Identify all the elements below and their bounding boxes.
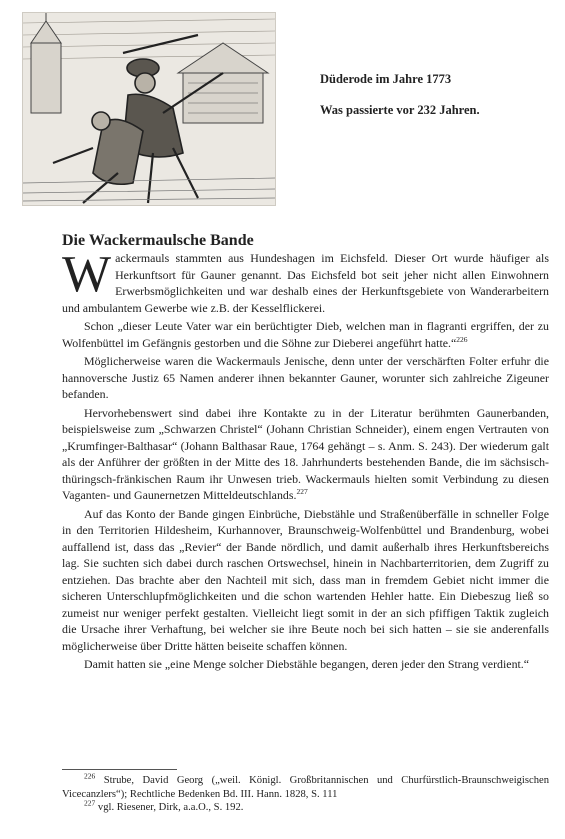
paragraph-3: [62, 353, 549, 403]
woodcut-illustration-icon: [23, 13, 275, 205]
section-title: Die Wackermaulsche Bande: [62, 232, 254, 249]
caption-years-ago: Was passierte vor 232 Jahren.: [320, 103, 480, 117]
footnote-number-226: 226: [84, 771, 96, 781]
paragraph-6: [62, 656, 549, 673]
paragraph-4: [62, 405, 549, 504]
footnote-226-text: Strube, David Georg („weil. Königl. Großbritannischen und Churfürstlich-Braunschweigischen Vicecanzlers“); Rechtliche Bedenken Bd. III. Hann. 1828, S. 111: [62, 775, 549, 800]
footnote-227: [62, 798, 549, 815]
image-caption: [320, 72, 550, 134]
footnote-227-text: vgl. Riesener, Dirk, a.a.O., S. 192.: [97, 802, 244, 813]
footnote-number-227: 227: [84, 798, 96, 808]
paragraph-2-text: Schon „dieser Leute Vater war ein berüchtigter Dieb, welchen man in flagranti ergriffen, der zu Wolfenbüttel im Gefängnis gestorben und die Söhne zur Dieberei angeführt hatte.“: [62, 319, 549, 350]
footnote-ref-226: 226: [456, 334, 468, 344]
paragraph-4-text: Hervorhebenswert sind dabei ihre Kontakte zu in der Literatur berühmten Gaunerbanden, beispielsweise zum „Schwarzen Christel“ (Johann Christian Schneider), einem engen Vertrauten von „Krumfinger-Balthasar“ (Johann Balthasar Raue, 1764 gehängt – s. Anm. S. 243). Der wiederum galt als der Anführer der größten in der Mitte des 18. Jahrhunderts bestehenden Bande, die im sächsisch-thüringsch-fränkischen Raum ihr Unwesen trieb. Wackermauls hielten somit Verbindung zu diesen Vaganten- und Gaunernetzen Mitteldeutschlands.: [62, 405, 549, 502]
paragraph-2: [62, 318, 549, 351]
drop-cap: W: [62, 246, 112, 303]
woodcut-illustration: [22, 12, 276, 206]
paragraph-1: [62, 246, 549, 316]
paragraph-6-text: Damit hatten sie „eine Menge solcher Diebstähle begangen, deren jeder den Strang verdient.“: [84, 657, 530, 671]
paragraph-1-text: ackermauls stammten aus Hundeshagen im Eichsfeld. Dieser Ort wurde häufiger als Herkunftsort für Gauner genannt. Das Eichsfeld bot seit jeher nicht allen Einwohnern Erwerbsmöglichkeiten und war deshalb eines der Herkunftsgebiete von Wanderarbeitern und ambulantem Gewerbe wie z.B. der Kesselflickerei.: [62, 251, 549, 315]
footnote-226: [62, 771, 549, 801]
footnotes: [62, 771, 549, 815]
footnote-ref-227: 227: [296, 487, 308, 497]
paragraph-3-text: Möglicherweise waren die Wackermauls Jenische, denn unter der verschärften Folter erfuhr die hannoversche Justiz 65 Namen anderer ihnen bekannter Gauner, worunter sich zahlreiche Zigeuner befanden.: [62, 354, 549, 401]
caption-place-year: Düderode im Jahre 1773: [320, 72, 452, 86]
paragraph-5-text: Auf das Konto der Bande gingen Einbrüche, Diebstähle und Straßenüberfälle in schneller Folge in den Territorien Hildesheim, Kurhannover, Braunschweig-Wolfenbüttel und Brandenburg, wobei auffallend ist, dass das „Revier“ der Bande nördlich, und damit außerhalb ihres Herkunftsbereichs lag. Sie suchten sich dabei durch raschen Ortswechsel, hinein in Nachbarterritorien, dem Zugriff zu entziehen. Das brachte aber den Nachteil mit sich, dass man in fremdem Gebiet nicht immer die sicheren Unterschlupfmöglichkeiten und die schon wartenden Hehler hatte. Ein Diebeszug ließ so zumeist nur weniger perfekt gestalten. Vielleicht liegt somit in der an sich pfiffigen Taktik zugleich die Ursache ihrer Verhaftung, bei welcher sie ihre Beute noch bei sich hatten – sie sie anderenfalls möglicherweise über Dritte hätten beiseite schaffen können.: [62, 506, 549, 653]
footnote-divider: [62, 769, 177, 770]
body-text: [62, 246, 549, 675]
paragraph-5: [62, 506, 549, 655]
